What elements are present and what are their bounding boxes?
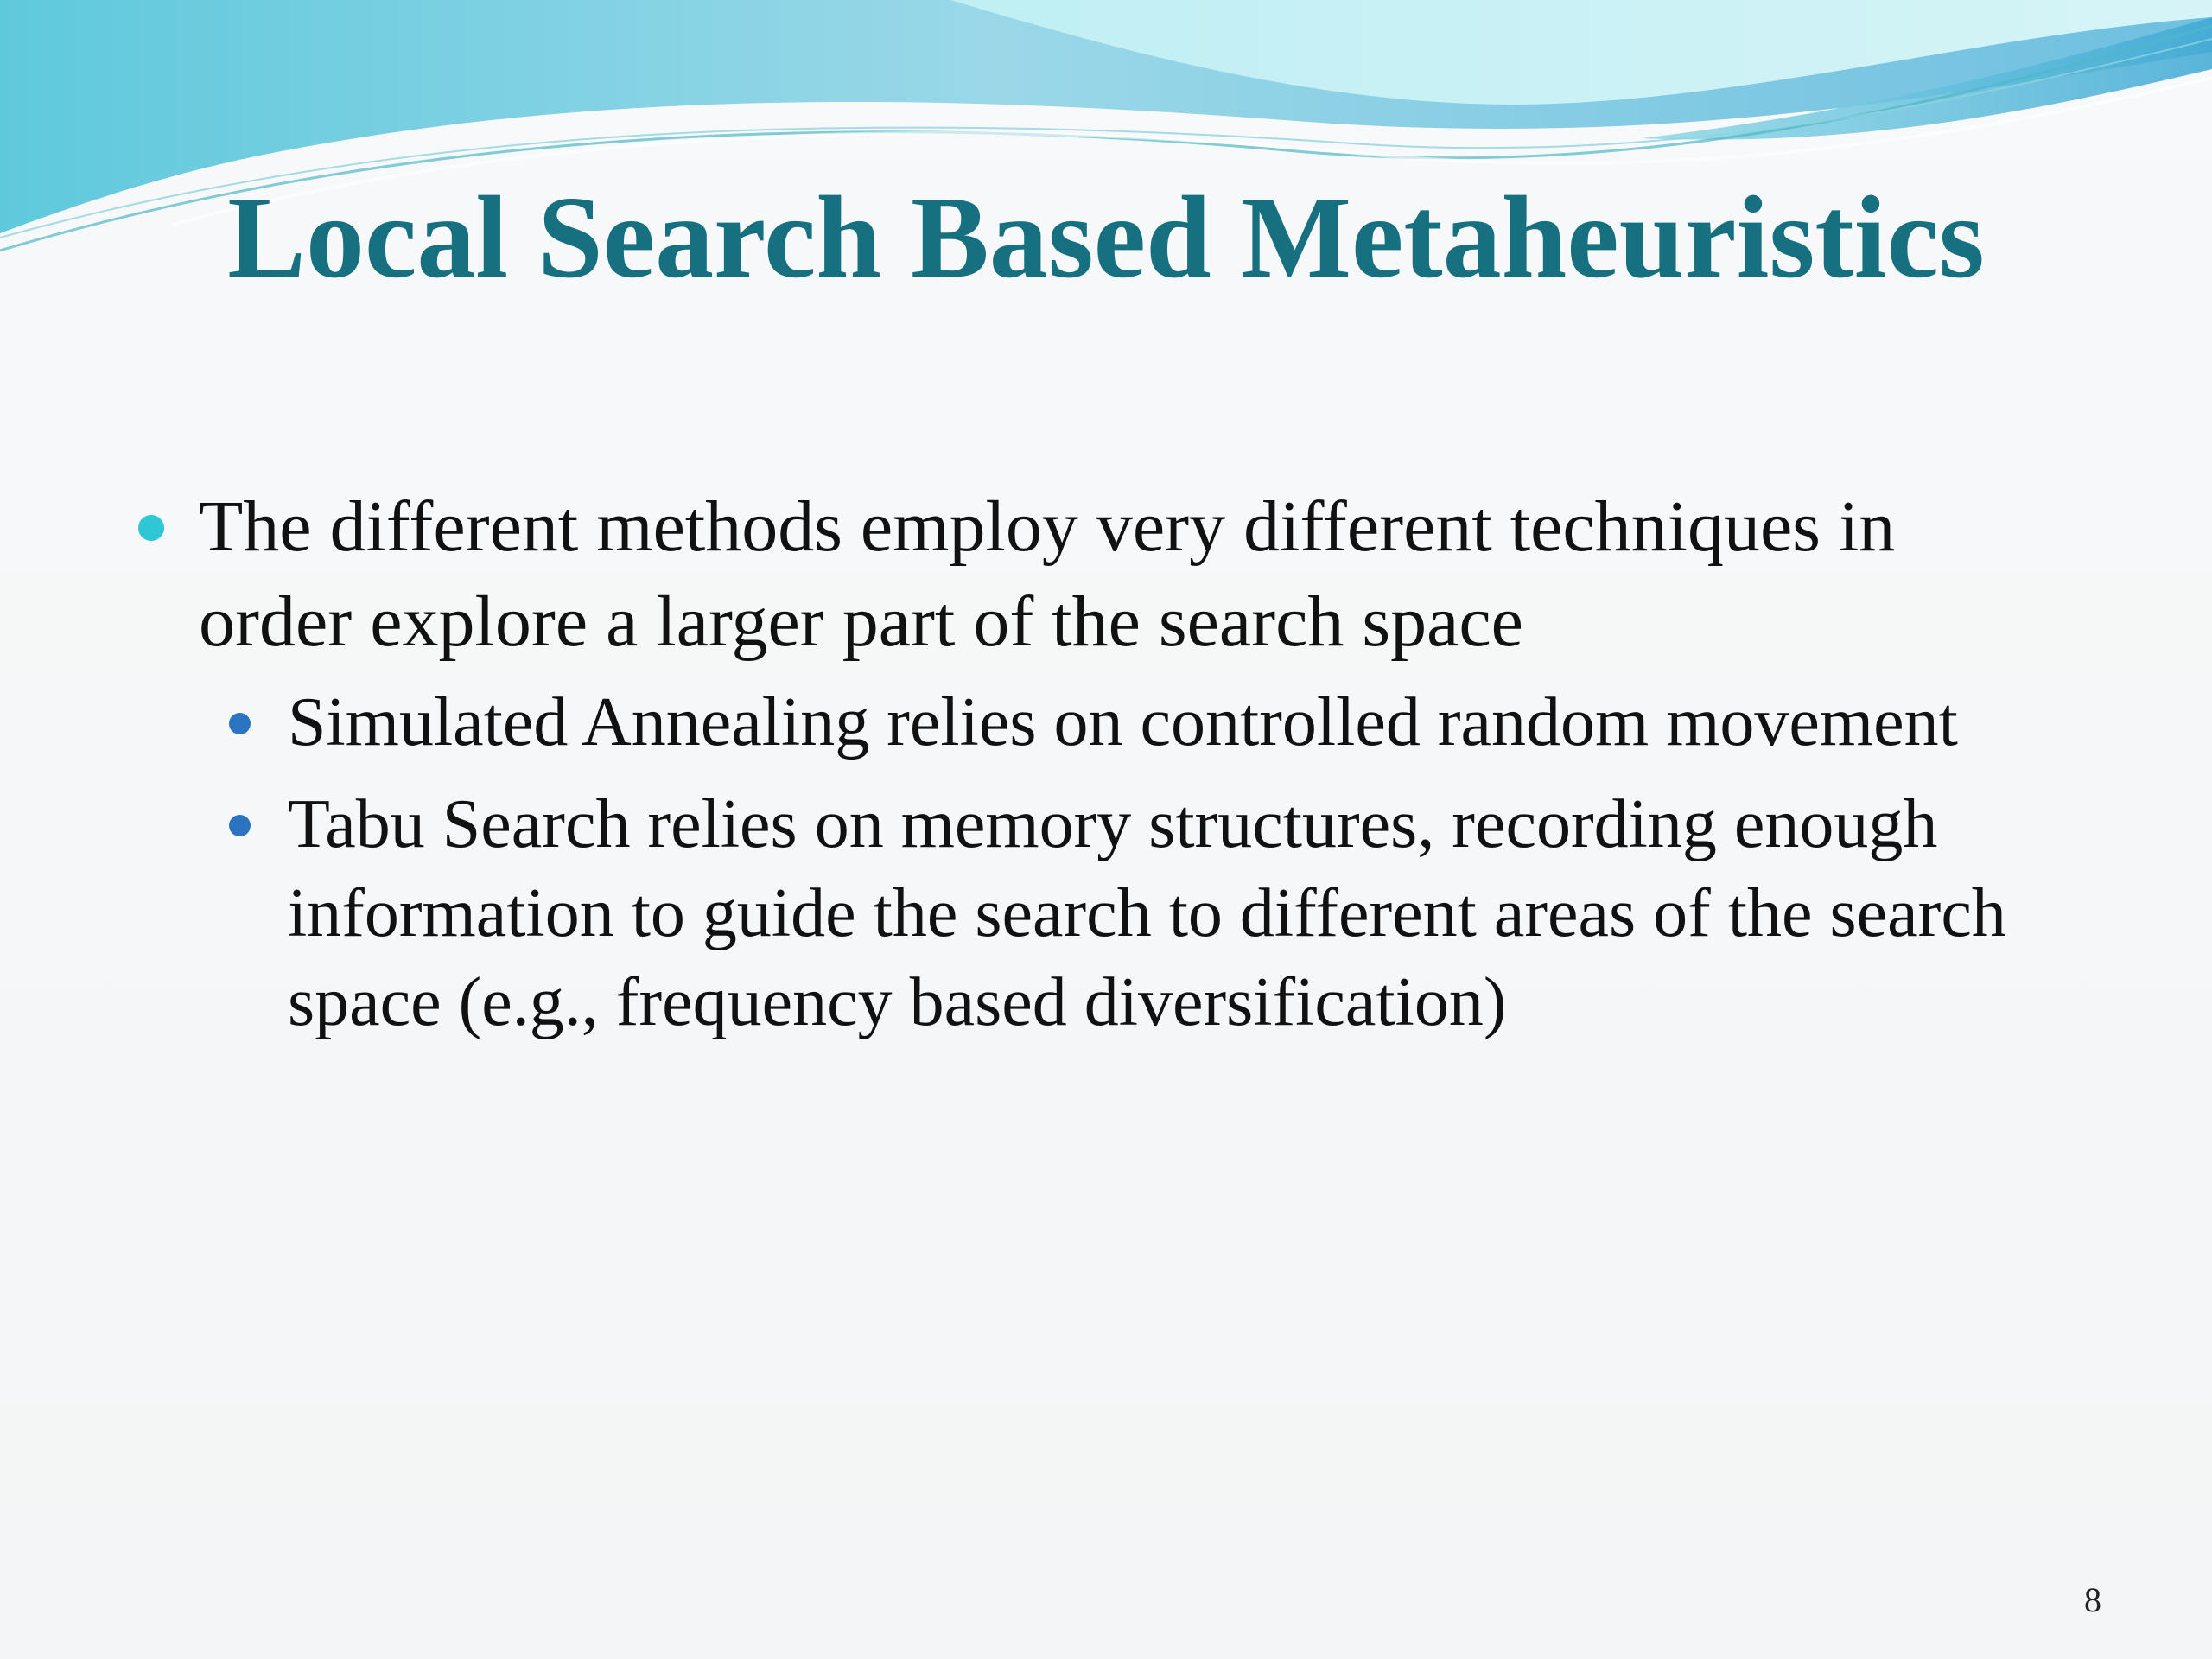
bullet-main-text: The different methods employ very different techniques in order explore a larger part of the search space bbox=[199, 486, 1896, 662]
slide-content bbox=[199, 480, 2056, 1060]
sub-bullet-text: Simulated Annealing relies on controlled random movement bbox=[288, 684, 1958, 760]
sub-bullet-dot-icon bbox=[229, 713, 251, 734]
sub-bullet-simulated-annealing bbox=[288, 678, 2033, 767]
sub-bullet-dot-icon bbox=[229, 815, 251, 836]
bullet-main bbox=[199, 480, 2056, 670]
bullet-dot-icon bbox=[138, 515, 164, 541]
sub-bullet-text: Tabu Search relies on memory structures, recording enough information to guide the search to different areas of the search space (e.g., frequency based diversification) bbox=[288, 786, 2006, 1040]
sub-bullet-tabu-search bbox=[288, 780, 2033, 1047]
sub-bullet-list bbox=[199, 678, 2056, 1047]
slide-title: Local Search Based Metaheuristics bbox=[227, 173, 1985, 302]
page-number: 8 bbox=[2084, 1580, 2101, 1619]
